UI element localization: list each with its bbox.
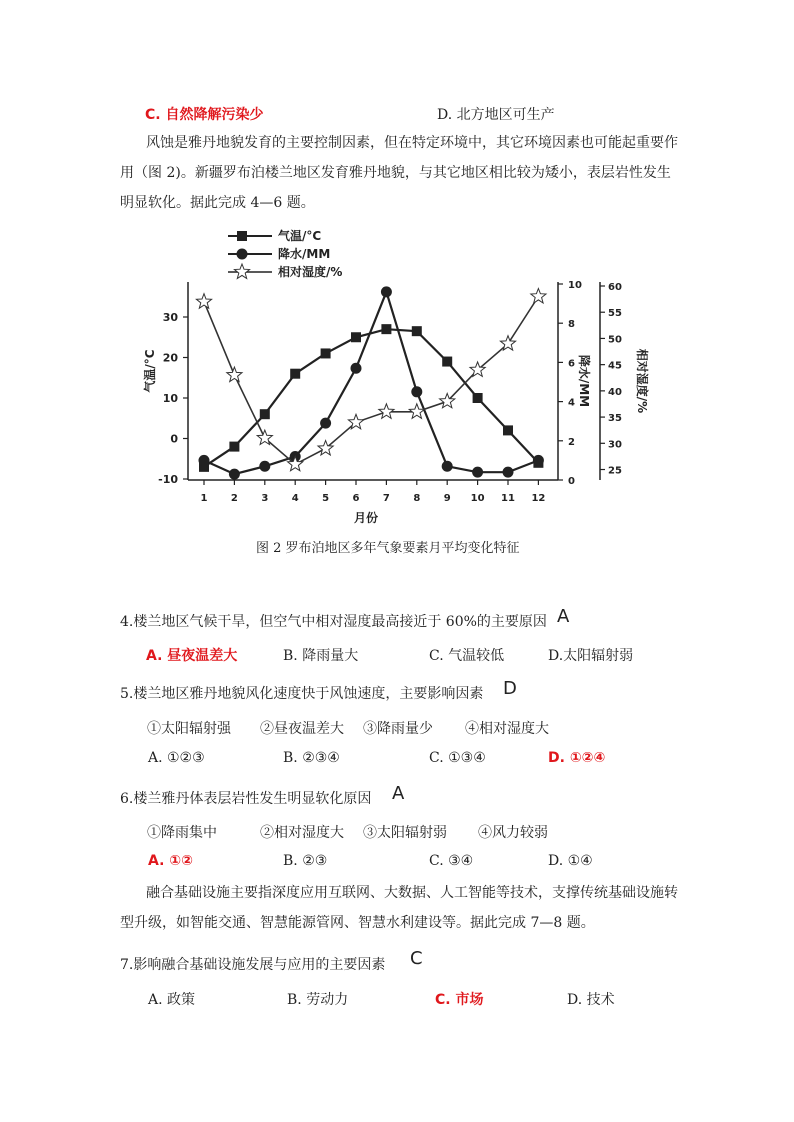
intro2-line-2: 型升级，如智能交通、智慧能源管网、智慧水利建设等。据此完成 7—8 题。 [120,915,595,931]
climate-chart [120,222,680,532]
figure-caption: 图 2 罗布泊地区多年气象要素月平均变化特征 [256,541,520,556]
x-tick-label: 3 [261,493,269,504]
intro-line-1: 风蚀是雅丹地貌发育的主要控制因素，但在特定环境中，其它环境因素也可能起重要作 [146,135,678,151]
legend-label-1: 气温/°C [278,229,322,243]
series-3-point [318,441,333,456]
right2-tick-label: 35 [608,413,622,425]
series-3-point [196,294,211,309]
series-2-point [381,286,392,297]
right1-tick-label: 0 [568,476,575,487]
legend-label-3: 相对湿度/% [278,265,343,279]
intro-line-2: 用（图 2)。新疆罗布泊楼兰地区发育雅丹地貌，与其它地区相比较为矮小，表层岩性发生 [120,165,671,181]
prev-option-c: C. 自然降解污染少 [145,107,264,123]
legend-label-2: 降水/MM [278,247,331,261]
legend-marker-3 [234,264,249,279]
right2-axis-label: 相对湿度/% [635,348,649,414]
q5-option-c: C. ①③④ [429,750,486,766]
series-1-point [503,425,513,435]
x-tick-label: 2 [230,493,238,504]
q6-option-a: A. ①② [148,853,193,869]
series-1-point [442,357,452,367]
q5-option-d: D. ①②④ [548,750,606,766]
series-3-point [379,404,394,419]
q6-option-d: D. ①④ [548,853,593,869]
series-line-1 [204,329,538,467]
left-tick-label: 20 [162,351,178,365]
q6-option-c: C. ③④ [429,853,474,869]
series-3-point [227,367,242,382]
q7-stem: 7.影响融合基础设施发展与应用的主要因素 [120,957,386,973]
q5-option-a: A. ①②③ [148,750,205,766]
series-1-point [351,332,361,342]
q4-option-b: B. 降雨量大 [283,648,359,664]
series-2-point [533,455,544,466]
right1-tick-label: 8 [568,319,575,331]
series-1-point [381,324,391,334]
chart-series [196,286,546,479]
series-2-point [259,461,270,472]
intro-line-3: 明显软化。据此完成 4—6 题。 [120,195,315,211]
x-tick-label: 11 [501,493,515,504]
q7-option-c: C. 市场 [435,992,484,1008]
x-tick-label: 9 [443,493,451,504]
right2-tick-label: 45 [608,360,622,372]
x-tick-label: 1 [200,493,208,504]
legend-marker-1 [237,231,247,241]
q6-stem: 6.楼兰雅丹体表层岩性发生明显软化原因 [120,791,372,807]
prev-option-d: D. 北方地区可生产 [437,107,555,123]
series-1-point [473,393,483,403]
right2-tick-label: 40 [608,386,622,398]
series-line-2 [204,292,538,474]
q7-answer: C [410,948,423,969]
q4-option-c: C. 气温较低 [429,648,505,664]
q4-stem: 4.楼兰地区气候干旱，但空气中相对湿度最高接近于 60%的主要原因 [120,614,547,630]
left-tick-label: 10 [162,392,178,405]
right1-tick-label: 10 [568,280,582,291]
x-tick-label: 6 [352,493,360,504]
q4-option-d: D.太阳辐射弱 [548,648,634,664]
chart-axes [142,280,650,525]
x-tick-label: 12 [531,493,546,504]
q7-option-a: A. 政策 [148,992,196,1008]
intro2-line-1: 融合基础设施主要指深度应用互联网、大数据、人工智能等技术，支撑传统基础设施转 [146,885,678,901]
series-1-point [321,348,331,358]
q6-option-b: B. ②③ [283,853,328,869]
chart-legend [228,228,342,279]
q6-factor-4: ④风力较弱 [478,825,548,841]
q7-option-b: B. 劳动力 [287,992,349,1008]
q5-answer: D [503,678,517,699]
series-2-point [503,467,514,478]
series-2-point [472,467,483,478]
left-tick-label: -10 [158,473,178,486]
x-tick-label: 10 [470,493,485,504]
x-tick-label: 8 [413,493,421,504]
q5-option-b: B. ②③④ [283,750,340,766]
q7-option-d: D. 技术 [567,992,615,1008]
series-1-point [290,369,300,379]
series-2-point [411,386,422,397]
q6-factor-2: ②相对湿度大 [260,825,344,841]
q5-factor-3: ③降雨量少 [363,721,433,737]
q6-factor-1: ①降雨集中 [147,825,217,841]
series-3-point [470,362,485,377]
right2-tick-label: 50 [608,334,622,346]
left-axis-label: 气温/°C [143,349,157,393]
right2-tick-label: 25 [608,465,622,477]
series-1-point [260,409,270,419]
right1-tick-label: 2 [568,436,575,448]
q5-factor-2: ②昼夜温差大 [260,721,344,737]
right1-tick-label: 4 [568,397,575,409]
q5-factor-1: ①太阳辐射强 [147,721,231,737]
q5-factor-4: ④相对湿度大 [465,721,549,737]
x-axis-label: 月份 [353,511,379,525]
series-2-point [229,469,240,480]
legend-marker-2 [237,249,248,260]
x-tick-label: 5 [322,493,330,504]
right2-tick-label: 30 [608,439,622,451]
q6-answer: A [392,783,405,804]
right2-tick-label: 60 [608,282,622,293]
series-1-point [229,442,239,452]
series-2-point [351,363,362,374]
left-tick-label: 0 [170,432,178,446]
right2-tick-label: 55 [608,308,622,320]
right1-tick-label: 6 [568,358,575,370]
right1-axis-label: 降水/MM [577,354,591,408]
q4-option-a: A. 昼夜温差大 [146,648,238,664]
x-tick-label: 7 [382,493,390,504]
left-tick-label: 30 [162,311,178,324]
x-tick-label: 4 [291,493,299,504]
series-line-3 [204,297,538,465]
series-3-point [531,289,546,304]
series-2-point [199,455,210,466]
series-2-point [320,418,331,429]
q5-stem: 5.楼兰地区雅丹地貌风化速度快于风蚀速度，主要影响因素 [120,686,484,702]
q4-answer: A [557,606,570,627]
q6-factor-3: ③太阳辐射弱 [363,825,447,841]
series-2-point [442,461,453,472]
series-1-point [412,326,422,336]
